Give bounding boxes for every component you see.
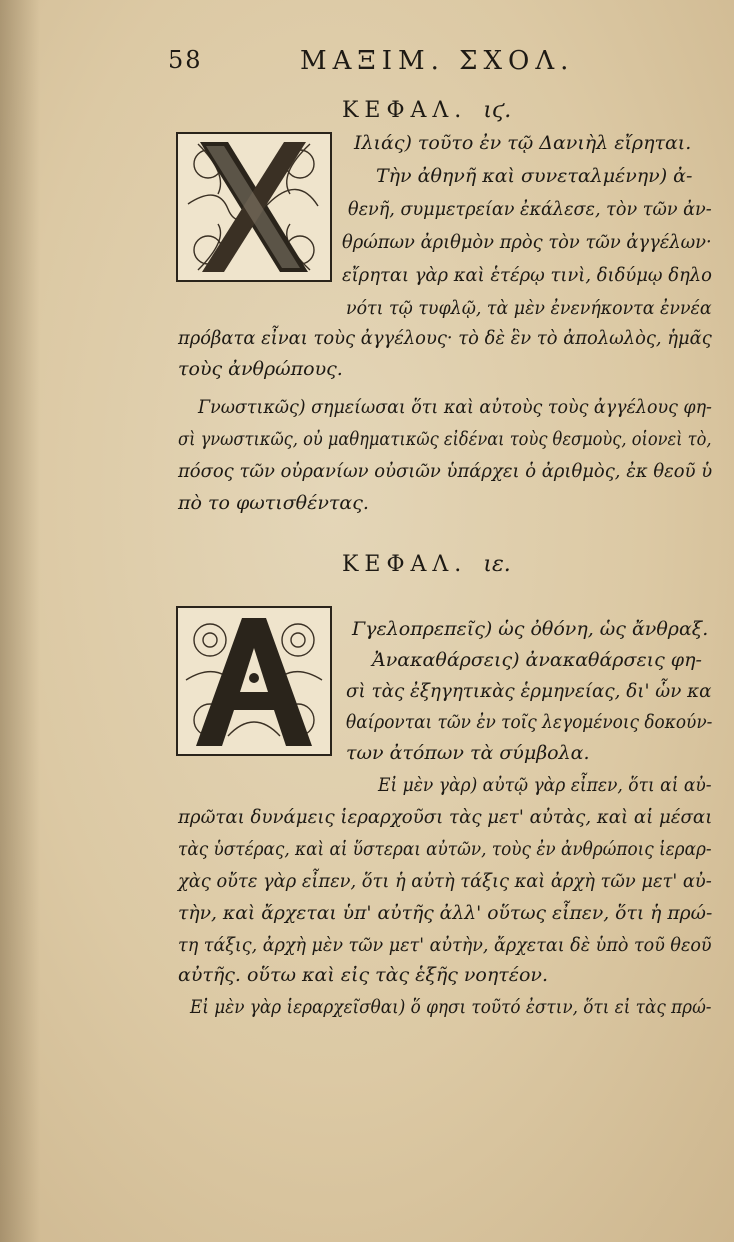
text-line: Ιλιάς) τοῦτο ἐν τῷ Δανιὴλ εἴρηται. [354, 132, 692, 154]
running-title: ΜΑΞΙΜ. ΣΧΟΛ. [300, 46, 575, 76]
gutter-shadow [0, 0, 40, 1242]
text-line: Γγελοπρεπεῖς) ὡς ὀθόνη, ὡς ἄνθραξ. [352, 618, 709, 640]
decorated-initial-chi [176, 132, 332, 282]
text-line: πρῶται δυνάμεις ἱεραρχοῦσι τὰς μετ' αὐτὰς, καὶ αἱ μέσαι [178, 806, 713, 828]
text-line: πόσος τῶν οὐρανίων οὐσιῶν ὑπάρχει ὁ ἀριθμὸς, ἐκ θεοῦ ὑ [178, 460, 713, 482]
text-line: θενῆ, συμμετρείαν ἐκάλεσε, τὸν τῶν ἀν- [348, 198, 712, 220]
running-head [168, 42, 588, 82]
text-line: των ἀτόπων τὰ σύμβολα. [346, 742, 590, 764]
page-number: 58 [168, 46, 203, 74]
text-line: θαίρονται τῶν ἐν τοῖς λεγομένοις δοκούν- [346, 711, 713, 733]
chapter-number: ιε. [483, 552, 511, 577]
decorated-initial-alpha [176, 606, 332, 756]
text-line: Εἰ μὲν γὰρ ἱεραρχεῖσθαι) ὅ φησι τοῦτό ἐστιν, ὅτι εἰ τὰς πρώ- [190, 996, 712, 1018]
chapter-label: ΚΕΦΑΛ. [342, 98, 468, 123]
chapter-heading-2 [342, 552, 511, 577]
text-line: Γνωστικῶς) σημείωσαι ὅτι καὶ αὐτοὺς τοὺς ἀγγέλους φη- [198, 396, 712, 418]
text-line: Ἀνακαθάρσεις) ἀνακαθάρσεις φη- [372, 649, 702, 671]
text-line: πὸ το φωτισθέντας. [178, 492, 369, 514]
text-line: σὶ γνωστικῶς, οὐ μαθηματικῶς εἰδέναι τοὺς θεσμοὺς, οἱονεὶ τὸ, [178, 428, 712, 450]
text-line: τὰς ὑστέρας, καὶ αἱ ὕστεραι αὐτῶν, τοὺς ἐν ἀνθρώποις ἱεραρ- [178, 838, 712, 860]
text-line: σὶ τὰς ἐξηγητικὰς ἑρμηνείας, δι' ὧν κα [346, 680, 712, 702]
chapter-number: ιϛ. [483, 98, 512, 123]
ornament-icon [178, 134, 330, 280]
text-line: πρόβατα εἶναι τοὺς ἀγγέλους· τὸ δὲ ἓν τὸ ἀπολωλὸς, ἡμᾶς [178, 327, 712, 349]
text-line: Τὴν ἀθηνῆ καὶ συνεταλμένην) ἀ- [376, 165, 693, 187]
chapter-heading-1 [342, 98, 511, 123]
text-line: εἴρηται γὰρ καὶ ἑτέρῳ τινὶ, διδύμῳ δηλο [342, 264, 712, 286]
chapter-label: ΚΕΦΑΛ. [342, 552, 468, 577]
text-line: θρώπων ἀριθμὸν πρὸς τὸν τῶν ἀγγέλων· [342, 231, 712, 253]
text-line: τη τάξις, ἀρχὴ μὲν τῶν μετ' αὐτὴν, ἄρχεται δὲ ὑπὸ τοῦ θεοῦ [178, 934, 712, 956]
text-line: τὴν, καὶ ἄρχεται ὑπ' αὐτῆς ἀλλ' οὕτως εἶπεν, ὅτι ἡ πρώ- [178, 902, 713, 924]
text-line: Εἰ μὲν γὰρ) αὐτῷ γὰρ εἶπεν, ὅτι αἱ αὐ- [378, 774, 712, 796]
text-line: αὐτῆς. οὕτω καὶ εἰς τὰς ἑξῆς νοητέον. [178, 964, 548, 986]
text-line: τοὺς ἀνθρώπους. [178, 358, 343, 380]
text-line: χὰς οὔτε γὰρ εἶπεν, ὅτι ἡ αὐτὴ τάξις καὶ ἀρχὴ τῶν μετ' αὐ- [178, 870, 712, 892]
text-line: νότι τῷ τυφλῷ, τὰ μὲν ἐνενήκοντα ἐννέα [346, 297, 712, 319]
ornament-icon [178, 608, 330, 754]
